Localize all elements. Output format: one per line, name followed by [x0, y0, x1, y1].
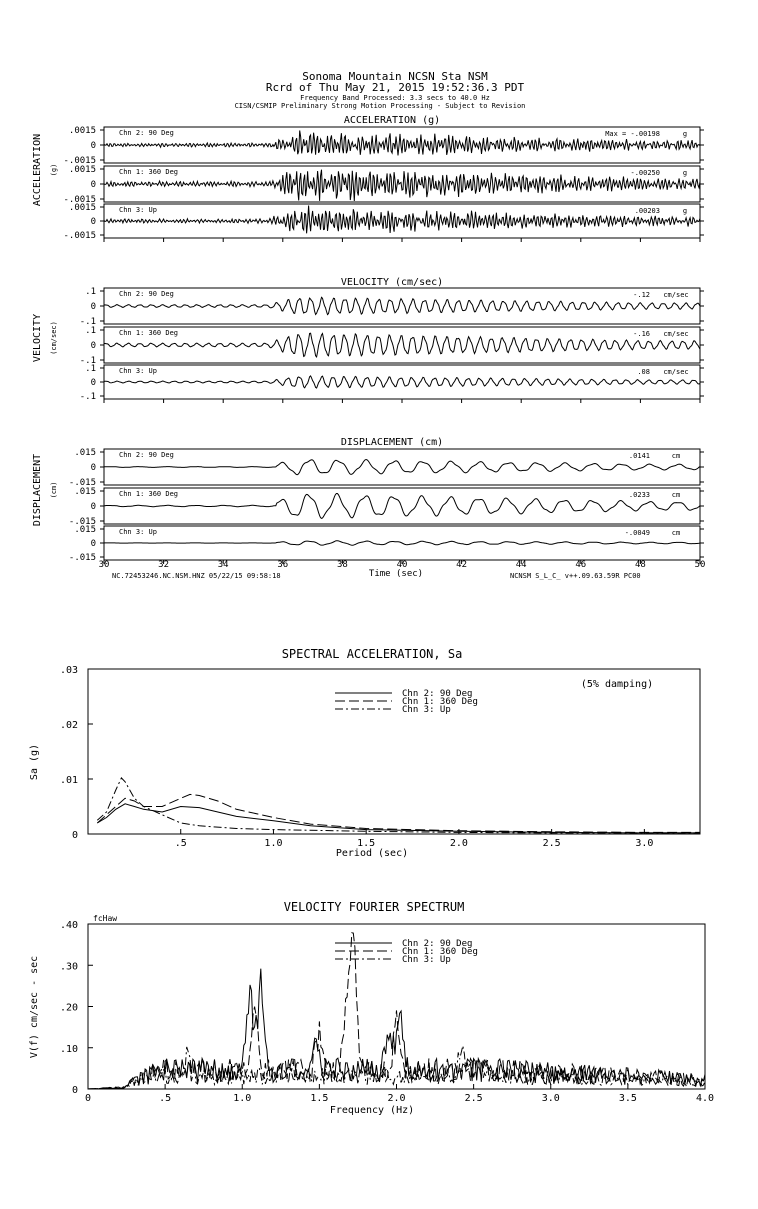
ff-x-tick-label: 1.5 — [310, 1093, 329, 1104]
header-title: Sonoma Mountain NCSN Sta NSM — [302, 70, 488, 83]
ff-corner-label: fcHaw — [93, 914, 118, 923]
sa-x-tick-label: 3.0 — [635, 838, 654, 849]
y-tick-label: -.0015 — [63, 231, 96, 241]
velocity-title: VELOCITY (cm/sec) — [340, 277, 444, 288]
sa-y-tick-label: 0 — [71, 830, 78, 841]
ff-x-tick-label: 4.0 — [695, 1093, 715, 1104]
ff-x-tick-label: 1.0 — [233, 1093, 252, 1104]
y-tick-label: -.1 — [79, 392, 96, 402]
ff-y-tick-label: .10 — [59, 1043, 78, 1055]
sa-note: (5% damping) — [580, 679, 654, 690]
sa-series-line — [97, 794, 700, 832]
trace-frame — [104, 288, 700, 324]
sa-y-tick-label: .03 — [59, 665, 78, 676]
peak-unit: g — [682, 169, 688, 177]
sa-x-tick-label: 1.0 — [264, 838, 283, 849]
y-tick-label: -.0015 — [63, 195, 96, 205]
time-tick-label: 34 — [217, 560, 229, 570]
peak-value: -.00250 — [630, 169, 660, 177]
time-tick-label: 46 — [575, 560, 587, 570]
waveform — [104, 333, 700, 357]
sa-x-tick-label: 1.5 — [357, 838, 376, 849]
sa-legend-label: Chn 2: 90 Deg — [402, 689, 473, 699]
peak-unit: cm/sec — [663, 368, 689, 376]
channel-label: Chn 2: 90 Deg — [119, 451, 174, 459]
waveform — [104, 376, 700, 388]
time-axis — [99, 560, 706, 580]
trace-row — [69, 525, 704, 563]
ff-frame — [88, 924, 705, 1089]
sa-xlabel: Period (sec) — [335, 848, 409, 859]
channel-label: Chn 3: Up — [119, 528, 157, 536]
channel-label: Chn 2: 90 Deg — [119, 290, 174, 298]
ff-y-tick-label: 0 — [71, 1085, 78, 1096]
peak-unit: cm/sec — [663, 291, 689, 299]
time-tick-label: 36 — [277, 560, 289, 570]
spectral-acceleration-chart — [29, 647, 700, 859]
y-tick-label: 0 — [90, 180, 96, 190]
sa-legend-label: Chn 1: 360 Deg — [402, 697, 478, 707]
y-tick-label: 0 — [90, 302, 96, 312]
y-tick-label: .1 — [85, 364, 96, 374]
ff-series-line — [88, 1046, 705, 1089]
ff-x-tick-label: 2.5 — [464, 1093, 483, 1104]
time-tick-label: 44 — [515, 560, 527, 570]
waveform — [104, 297, 700, 314]
peak-unit: cm — [671, 452, 681, 460]
y-tick-label: 0 — [90, 502, 96, 512]
sa-x-tick-label: 2.5 — [542, 838, 561, 849]
trace-frame — [104, 327, 700, 363]
ff-x-tick-label: .5 — [159, 1093, 172, 1104]
displacement-title: DISPLACEMENT (cm) — [340, 437, 444, 448]
y-tick-label: .015 — [74, 525, 96, 535]
peak-value: -.12 — [633, 291, 650, 299]
ff-xlabel: Frequency (Hz) — [329, 1105, 415, 1116]
y-tick-label: -.1 — [79, 317, 96, 327]
ff-ylabel: V(f) cm/sec - sec — [29, 955, 40, 1059]
acceleration-panel — [32, 115, 704, 242]
header-record: Rcrd of Thu May 21, 2015 19:52:36.3 PDT — [265, 81, 525, 94]
peak-value: .0141 — [628, 452, 650, 460]
displacement-panel — [32, 437, 704, 564]
ff-legend-label: Chn 2: 90 Deg — [402, 939, 473, 949]
y-tick-label: 0 — [90, 539, 96, 549]
y-tick-label: 0 — [90, 141, 96, 151]
channel-label: Chn 1: 360 Deg — [119, 168, 179, 176]
ff-x-tick-label: 3.5 — [618, 1093, 637, 1104]
y-tick-label: -.1 — [79, 356, 96, 366]
peak-value: .00203 — [634, 207, 660, 215]
velocity-ylabel: VELOCITY — [32, 313, 43, 363]
channel-label: Chn 3: Up — [119, 367, 157, 375]
sa-ylabel: Sa (g) — [29, 743, 40, 781]
sa-y-tick-label: .01 — [59, 775, 78, 786]
peak-unit: cm — [671, 491, 681, 499]
y-tick-label: .1 — [85, 326, 96, 336]
footer-right: NCNSM S_L_C_ v++.09.63.59R PC00 — [510, 572, 641, 580]
trace-row — [63, 126, 704, 166]
sa-series-line — [97, 804, 700, 833]
y-tick-label: 0 — [90, 217, 96, 227]
sa-title: SPECTRAL ACCELERATION, Sa — [281, 647, 463, 661]
ff-x-tick-label: 0 — [84, 1093, 92, 1104]
acceleration-title: ACCELERATION (g) — [343, 115, 441, 126]
channel-label: Chn 1: 360 Deg — [119, 490, 179, 498]
waveform — [104, 494, 700, 519]
y-tick-label: -.0015 — [63, 156, 96, 166]
trace-row — [69, 448, 704, 488]
time-tick-label: 42 — [456, 560, 468, 570]
acceleration-yunit: (g) — [50, 163, 58, 177]
trace-row — [63, 203, 704, 241]
peak-unit: g — [682, 207, 688, 215]
acceleration-ylabel: ACCELERATION — [32, 133, 43, 207]
waveform — [104, 460, 700, 475]
peak-value: -.16 — [633, 330, 650, 338]
y-tick-label: 0 — [90, 378, 96, 388]
ff-legend-label: Chn 1: 360 Deg — [402, 947, 478, 957]
displacement-ylabel: DISPLACEMENT — [32, 453, 43, 527]
peak-value: Max = -.00198 — [605, 130, 660, 138]
peak-unit: g — [682, 130, 688, 138]
y-tick-label: .0015 — [68, 203, 96, 213]
ff-title: VELOCITY FOURIER SPECTRUM — [283, 900, 465, 914]
channel-label: Chn 2: 90 Deg — [119, 129, 174, 137]
displacement-yunit: (cm) — [50, 481, 58, 499]
y-tick-label: .0015 — [68, 126, 96, 136]
y-tick-label: .015 — [74, 487, 96, 497]
y-tick-label: 0 — [90, 341, 96, 351]
ff-x-tick-label: 2.0 — [387, 1093, 406, 1104]
ff-legend-label: Chn 3: Up — [402, 955, 451, 965]
footer-left: NC.72453246.NC.NSM.HNZ 05/22/15 09:58:18 — [112, 572, 281, 580]
peak-value: .0233 — [628, 491, 650, 499]
waveform — [104, 170, 700, 201]
ff-y-tick-label: .20 — [59, 1002, 78, 1014]
peak-unit: cm — [671, 529, 681, 537]
velocity-fourier-chart — [29, 900, 714, 1116]
trace-row — [80, 287, 704, 327]
ff-y-tick-label: .40 — [59, 920, 78, 931]
time-tick-label: 48 — [634, 560, 646, 570]
ff-x-tick-label: 3.0 — [541, 1093, 560, 1104]
time-tick-label: 30 — [98, 560, 110, 570]
channel-label: Chn 1: 360 Deg — [119, 329, 179, 337]
y-tick-label: .1 — [85, 287, 96, 297]
trace-row — [63, 165, 704, 205]
peak-value: .08 — [637, 368, 650, 376]
channel-label: Chn 3: Up — [119, 206, 157, 214]
trace-row — [80, 326, 704, 366]
peak-value: -.0049 — [624, 529, 650, 537]
y-tick-label: -.015 — [68, 517, 96, 527]
sa-y-tick-label: .02 — [59, 720, 78, 731]
time-series-panels — [32, 115, 704, 564]
velocity-yunit: (cm/sec) — [50, 321, 58, 355]
time-tick-label: 32 — [158, 560, 170, 570]
sa-frame — [88, 669, 700, 834]
peak-unit: cm/sec — [663, 330, 689, 338]
y-tick-label: 0 — [90, 463, 96, 473]
ff-y-tick-label: .30 — [59, 961, 78, 973]
time-tick-label: 40 — [396, 560, 408, 570]
y-tick-label: -.015 — [68, 478, 96, 488]
sa-x-tick-label: .5 — [174, 838, 187, 849]
time-tick-label: 38 — [336, 560, 348, 570]
sa-series-line — [97, 778, 700, 833]
waveform — [104, 206, 700, 234]
time-tick-label: 50 — [694, 560, 706, 570]
y-tick-label: .0015 — [68, 165, 96, 175]
velocity-panel — [32, 277, 704, 403]
sa-legend-label: Chn 3: Up — [402, 705, 451, 715]
sa-x-tick-label: 2.0 — [449, 838, 468, 849]
waveform — [104, 541, 700, 545]
ff-series-line — [88, 933, 705, 1089]
y-tick-label: .015 — [74, 448, 96, 458]
header-notice: CISN/CSMIP Preliminary Strong Motion Processing - Subject to Revision — [234, 102, 526, 110]
time-xlabel: Time (sec) — [368, 569, 424, 579]
y-tick-label: -.015 — [68, 553, 96, 563]
header-band: Frequency Band Processed: 3.3 secs to 40.0 Hz — [300, 94, 490, 102]
trace-row — [80, 364, 704, 402]
ff-series-line — [88, 969, 705, 1089]
trace-row — [69, 487, 704, 527]
